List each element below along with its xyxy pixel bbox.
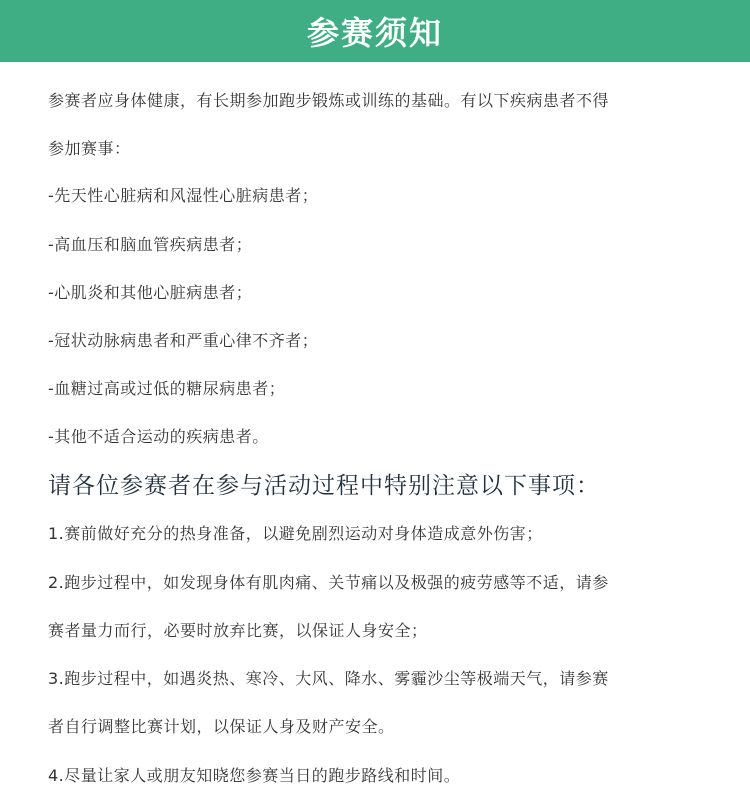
intro-line-2: 参加赛事：	[48, 139, 131, 158]
intro-line-1: 参赛者应身体健康，有长期参加跑步锻炼或训练的基础。有以下疾病患者不得	[48, 91, 610, 110]
condition-item: -先天性心脏病和风湿性心脏病患者；	[48, 186, 319, 205]
notice-item-1: 1.赛前做好充分的热身准备，以避免剧烈运动对身体造成意外伤害；	[48, 524, 543, 543]
notice-item-3-line-1: 3.跑步过程中，如遇炎热、寒冷、大风、降水、雾霾沙尘等极端天气，请参赛	[48, 669, 609, 688]
condition-item: -心肌炎和其他心脏病患者；	[48, 283, 253, 302]
condition-item: -其他不适合运动的疾病患者。	[48, 427, 269, 446]
condition-item: -高血压和脑血管疾病患者；	[48, 235, 253, 254]
notice-item-3-line-2: 者自行调整比赛计划，以保证人身及财产安全。	[48, 717, 395, 736]
notice-heading: 请各位参赛者在参与活动过程中特别注意以下事项：	[48, 473, 600, 499]
condition-item: -血糖过高或过低的糖尿病患者；	[48, 379, 286, 398]
condition-item: -冠状动脉病患者和严重心律不齐者；	[48, 331, 319, 350]
page-title: 参赛须知	[306, 14, 443, 52]
header-banner	[0, 0, 750, 62]
notice-item-2-line-1: 2.跑步过程中，如发现身体有肌肉痛、关节痛以及极强的疲劳感等不适，请参	[48, 573, 609, 592]
notice-item-2-line-2: 赛者量力而行，必要时放弃比赛，以保证人身安全；	[48, 621, 428, 640]
notice-item-4: 4.尽量让家人或朋友知晓您参赛当日的跑步路线和时间。	[48, 766, 461, 785]
